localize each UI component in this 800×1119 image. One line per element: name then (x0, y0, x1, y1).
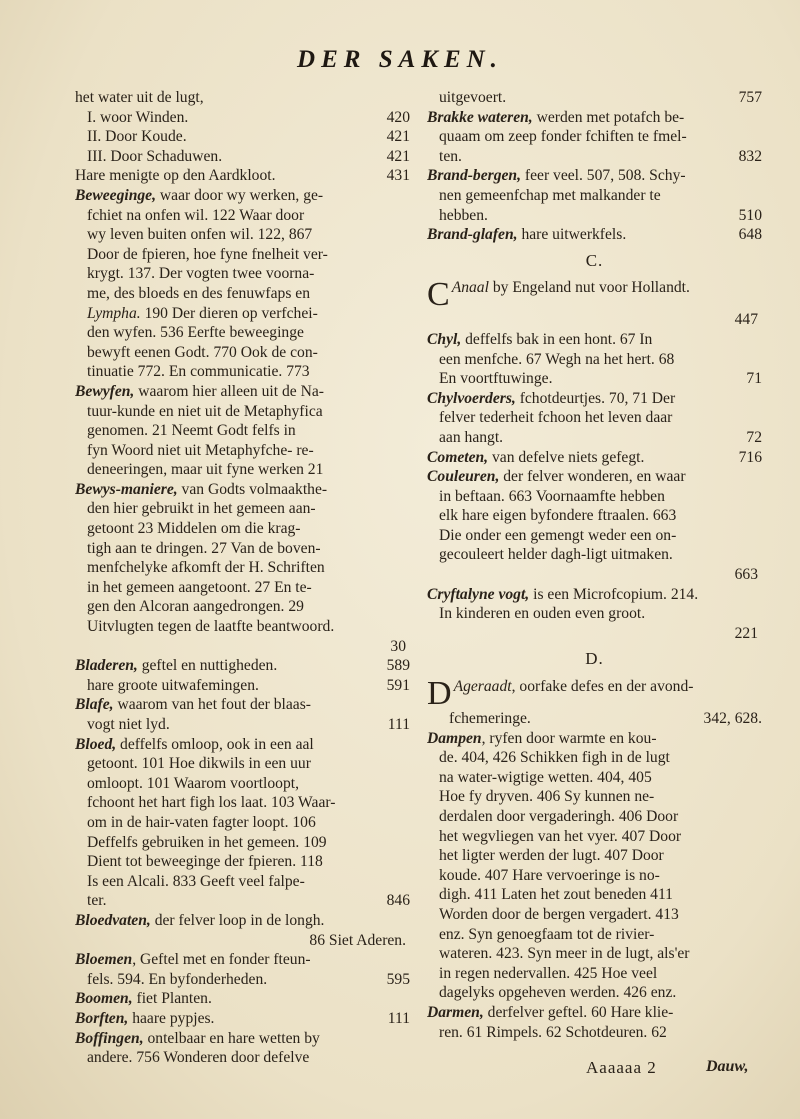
page-reference: 846 (386, 892, 410, 910)
headword: Dampen (427, 729, 482, 747)
headword: Beweeginge, (75, 186, 156, 204)
catchword: Dauw, (706, 1058, 749, 1075)
entry-text: fchoont het hart figh los laat. 103 Waar- (87, 794, 336, 812)
entry-text: I. woor Winden. (87, 108, 189, 126)
page-reference: 648 (738, 226, 762, 244)
entry-text: haare pypjes. (128, 1009, 215, 1027)
running-head: DER SAKEN. (297, 46, 503, 73)
index-line (75, 813, 410, 833)
entry-text: fiet Planten. (132, 990, 212, 1008)
entry-text: van Godts volmaakthe- (177, 480, 328, 498)
index-line (427, 448, 762, 468)
page-reference: 589 (386, 657, 410, 675)
headword: Bloedvaten, (75, 911, 151, 929)
section-heading-d: D. (585, 649, 604, 669)
entry-text: fels. 594. En byfonderheden. (87, 970, 268, 988)
index-line (75, 382, 410, 402)
headword: Couleuren, (427, 468, 500, 486)
index-line (75, 715, 410, 735)
entry-text: Worden door de bergen vergadert. 413 (439, 905, 679, 923)
page-reference: 421 (386, 128, 410, 146)
entry-text: tinuatie 772. En communicatie. 773 (87, 363, 310, 381)
index-line (75, 460, 410, 480)
headword: Chyl, (427, 330, 462, 348)
entry-text: , oorfake defes en der avond- (511, 678, 694, 696)
entry-text: felver tederheit fchoon het leven daar (439, 409, 673, 427)
index-line (427, 1023, 762, 1043)
index-line (427, 565, 762, 585)
index-line (427, 206, 762, 226)
index-line (427, 389, 762, 409)
index-line (427, 866, 762, 886)
headword: Blafe, (75, 696, 114, 714)
entry-text: het ligter werden der lugt. 407 Door (439, 847, 664, 865)
index-line (75, 186, 410, 206)
index-line (427, 1003, 762, 1023)
right-column (427, 88, 762, 1042)
index-line (75, 558, 410, 578)
index-line (427, 278, 762, 310)
headword: Bladeren, (75, 657, 138, 675)
entry-text: menfchelyke afkomft der H. Schriften (87, 559, 325, 577)
entry-text: van defelve niets gefegt. (488, 448, 645, 466)
index-line (75, 343, 410, 363)
entry-text: na water-wigtige wetten. 404, 405 (439, 768, 652, 786)
entry-text: gecouleert helder dagh-ligt uitmaken. (439, 546, 673, 564)
index-line (427, 709, 762, 729)
entry-text: geftel en nuttigheden. (137, 657, 278, 675)
index-line (427, 166, 762, 186)
index-line (427, 846, 762, 866)
index-line (75, 206, 410, 226)
entry-text: in regen nedervallen. 425 Hoe veel (439, 964, 658, 982)
index-line (75, 480, 410, 500)
entry-text: tuur-kunde en niet uit de Metaphyfica (87, 402, 323, 420)
index-line (75, 402, 410, 422)
index-line (75, 833, 410, 853)
index-line (75, 891, 410, 911)
entry-text: fchotdeurtjes. 70, 71 Der (515, 389, 676, 407)
entry-text: Door de fpieren, hoe fyne fnelheit ver- (87, 245, 328, 263)
entry-text: Dient tot beweeginge der fpieren. 118 (87, 853, 323, 871)
index-line (75, 264, 410, 284)
entry-text: feer veel. 507, 508. Schy- (521, 167, 686, 185)
index-line (427, 925, 762, 945)
headword: Cometen, (427, 448, 489, 466)
entry-text: hebben. (439, 206, 488, 224)
index-line (427, 827, 762, 847)
headword: Bewys-maniere, (75, 480, 178, 498)
entry-text: enz. Syn genoegfaam tot de rivier- (439, 925, 655, 943)
entry-text: Hare menigte op den Aardkloot. (75, 167, 276, 185)
entry-text: ontelbaar en hare wetten by (143, 1029, 320, 1047)
entry-text: deneeringen, maar uit fyne werken 21 (87, 461, 324, 479)
index-line (427, 944, 762, 964)
entry-text: waar door wy werken, ge- (155, 186, 324, 204)
entry-text: is een Microfcopium. 214. (529, 585, 699, 603)
entry-text: , ryfen door warmte en kou- (481, 729, 657, 747)
index-line (427, 467, 762, 487)
entry-text: gen den Alcoran aangedrongen. 29 (87, 598, 304, 616)
entry-text: den wyfen. 536 Eerfte beweeginge (87, 324, 304, 342)
entry-text: 663 (734, 566, 758, 584)
entry-text: ten. (439, 147, 462, 165)
entry-text: wateren. 423. Syn meer in de lugt, als'er (439, 945, 690, 963)
headword: Bloed, (75, 735, 117, 753)
headword: Boffingen, (75, 1029, 144, 1047)
index-line (427, 964, 762, 984)
index-line (75, 499, 410, 519)
entry-text: 30 (390, 637, 406, 655)
entry-text: tigh aan te dringen. 27 Van de boven- (87, 539, 321, 557)
entry-text: digh. 411 Laten het zout beneden 411 (439, 886, 673, 904)
index-line (75, 304, 410, 324)
index-line (75, 911, 410, 931)
page-reference: 757 (738, 89, 762, 106)
entry-text: om in de hair-vaten fagter loopt. 106 (87, 813, 316, 831)
page-reference: 342, 628. (703, 710, 762, 728)
entry-text: Hoe fy dryven. 406 Sy kunnen ne- (439, 788, 655, 806)
page-reference: 111 (387, 1009, 410, 1027)
index-line (427, 127, 762, 147)
index-line (75, 108, 410, 128)
index-line (75, 872, 410, 892)
index-line (75, 323, 410, 343)
index-line (75, 617, 410, 637)
entry-text: andere. 756 Wonderen door defelve (87, 1049, 310, 1067)
entry-text: 447 (734, 311, 758, 329)
entry-text: krygt. 137. Der vogten twee voorna- (87, 265, 315, 283)
entry-text: werden met potafch be- (532, 108, 685, 126)
index-line (75, 1009, 410, 1029)
entry-text: aan hangt. (439, 428, 504, 446)
index-line (427, 983, 762, 1003)
entry-text: me, des bloeds en des fenuwfaps en (87, 284, 311, 302)
entry-text: fyn Woord niet uit Metaphyfche- re- (87, 441, 314, 459)
page-reference: 431 (386, 167, 410, 185)
index-line (427, 408, 762, 428)
entry-text: Uitvlugten tegen de laatfte beantwoord. (87, 618, 335, 636)
index-line (427, 330, 762, 350)
headword: Brand-bergen, (427, 167, 522, 185)
index-line (75, 637, 410, 657)
index-line (427, 807, 762, 827)
index-line (75, 245, 410, 265)
italic-headword: Lympha. (87, 304, 141, 322)
entry-text: vogt niet lyd. (87, 716, 170, 733)
entry-text: der felver loop in de longh. (150, 911, 325, 929)
index-line (427, 624, 762, 644)
entry-text: fchiet na onfen wil. 122 Waar door (87, 206, 305, 224)
headword: Bewyfen, (75, 382, 135, 400)
entry-text: koude. 407 Hare vervoeringe is no- (439, 866, 660, 884)
index-line (75, 441, 410, 461)
entry-text: III. Door Schaduwen. (87, 147, 223, 165)
index-line (75, 166, 410, 186)
index-line (427, 186, 762, 206)
entry-text: II. Door Koude. (87, 128, 187, 146)
index-line (427, 545, 762, 565)
headword: Brand-glafen, (427, 226, 518, 244)
entry-text: het wegvliegen van het vyer. 407 Door (439, 827, 682, 845)
entry-text: wy leven buiten onfen wil. 122, 867 (87, 226, 313, 244)
entry-text: getoont. 101 Hoe dikwils in een uur (87, 755, 311, 773)
entry-text: in het gemeen aangetoont. 27 En te- (87, 578, 312, 596)
index-line (75, 970, 410, 990)
entry-text: 221 (734, 624, 758, 642)
entry-text: een menfche. 67 Wegh na het hert. 68 (439, 350, 675, 368)
index-line (427, 487, 762, 507)
index-line (75, 362, 410, 382)
left-column (75, 88, 410, 1068)
index-line (75, 950, 410, 970)
entry-text: deffelfs bak in een hont. 67 In (461, 330, 653, 348)
index-line (75, 676, 410, 696)
entry-text: by Engeland nut voor Hollandt. (488, 279, 690, 297)
entry-text: , Geftel met en fonder fteun- (132, 951, 311, 969)
entry-text: het water uit de lugt, (75, 89, 204, 106)
page-reference: 595 (386, 970, 410, 988)
index-line (427, 748, 762, 768)
headword: Boomen, (75, 990, 133, 1008)
headword: Bloemen (75, 951, 133, 969)
signature-mark: Aaaaaa 2 (586, 1058, 657, 1077)
headword: Cryftalyne vogt, (427, 585, 530, 603)
index-line (75, 539, 410, 559)
page-reference: 832 (738, 147, 762, 165)
index-line (75, 931, 410, 951)
drop-cap: D (427, 677, 452, 710)
entry-text: En voortftuwinge. (439, 370, 553, 388)
index-line (75, 421, 410, 441)
drop-cap: C (427, 278, 450, 311)
entry-text: hare groote uitwafemingen. (87, 676, 259, 694)
entry-text: deffelfs omloop, ook in een aal (116, 735, 314, 753)
index-line (427, 885, 762, 905)
index-line (75, 735, 410, 755)
index-line (75, 519, 410, 539)
index-line (75, 793, 410, 813)
entry-text: in beftaan. 663 Voornaamfte hebben (439, 487, 665, 505)
index-line (75, 774, 410, 794)
index-line (427, 369, 762, 389)
index-line (75, 597, 410, 617)
index-line (75, 1029, 410, 1049)
entry-text: waarom van het fout der blaas- (113, 696, 311, 714)
entry-text: 190 Der dieren op verfchei- (140, 304, 318, 322)
index-line (75, 578, 410, 598)
index-line (427, 147, 762, 167)
entry-text: ter. (87, 892, 107, 910)
index-line (75, 284, 410, 304)
entry-text: Deffelfs gebruiken in het gemeen. 109 (87, 833, 327, 851)
entry-text: hare uitwerkfels. (517, 226, 627, 244)
index-line (75, 127, 410, 147)
section-heading-c: C. (585, 250, 604, 270)
entry-text: de. 404, 426 Schikken figh in de lugt (439, 749, 670, 767)
entry-text: elk hare eigen byfondere ftraalen. 663 (439, 507, 677, 525)
index-line (427, 768, 762, 788)
italic-headword: Ageraadt (453, 678, 512, 696)
index-line (427, 225, 762, 245)
entry-text: getoont 23 Middelen om die krag- (87, 520, 301, 538)
index-line (75, 695, 410, 715)
index-line (427, 88, 762, 108)
entry-text: 86 Siet Aderen. (309, 931, 406, 949)
entry-text: In kinderen en ouden even groot. (439, 605, 646, 623)
italic-headword: Anaal (451, 279, 489, 297)
page-reference: 591 (386, 676, 410, 694)
index-line (75, 989, 410, 1009)
index-line (427, 108, 762, 128)
page-reference: 420 (386, 108, 410, 126)
entry-text: waarom hier alleen uit de Na- (134, 382, 324, 400)
entry-text: fchemeringe. (449, 710, 531, 728)
index-line (75, 147, 410, 167)
index-line (75, 852, 410, 872)
entry-text: uitgevoert. (439, 89, 507, 106)
page-reference: 421 (386, 147, 410, 165)
index-line (75, 754, 410, 774)
index-line (75, 656, 410, 676)
entry-text: Die onder een gemengt weder een on- (439, 526, 677, 544)
entry-text: dagelyks opgeheven werden. 426 enz. (439, 984, 677, 1002)
headword: Brakke wateren, (427, 108, 533, 126)
index-line (427, 350, 762, 370)
index-line (427, 310, 762, 330)
page-reference: 111 (387, 716, 410, 733)
page-reference: 716 (738, 448, 762, 466)
entry-text: den hier gebruikt in het gemeen aan- (87, 500, 316, 518)
entry-text: omloopt. 101 Waarom voortloopt, (87, 774, 299, 792)
entry-text: derfelver geftel. 60 Hare klie- (483, 1003, 674, 1021)
headword: Darmen, (427, 1003, 484, 1021)
headword: Chylvoerders, (427, 389, 516, 407)
index-line (427, 604, 762, 624)
headword: Borften, (75, 1009, 129, 1027)
index-line (427, 585, 762, 605)
page-reference: 510 (738, 206, 762, 224)
index-line (427, 905, 762, 925)
entry-text: Is een Alcali. 833 Geeft veel falpe- (87, 872, 305, 890)
index-line (427, 729, 762, 749)
page-reference: 71 (746, 370, 762, 388)
index-line (75, 88, 410, 108)
index-line (75, 225, 410, 245)
index-line (427, 506, 762, 526)
index-line (75, 1048, 410, 1068)
entry-text: quaam om zeep fonder fchiften te fmel- (439, 128, 687, 146)
page-reference: 72 (746, 428, 762, 446)
index-line (427, 787, 762, 807)
entry-text: der felver wonderen, en waar (499, 468, 686, 486)
index-line (427, 677, 762, 709)
entry-text: derdalen door vergaderingh. 406 Door (439, 808, 679, 825)
index-line (427, 526, 762, 546)
entry-text: nen gemeenfchap met malkander te (439, 186, 661, 204)
index-line (427, 428, 762, 448)
entry-text: ren. 61 Rimpels. 62 Schotdeuren. 62 (439, 1023, 667, 1041)
entry-text: genomen. 21 Neemt Godt felfs in (87, 422, 296, 440)
entry-text: bewyft eenen Godt. 770 Ook de con- (87, 343, 318, 361)
